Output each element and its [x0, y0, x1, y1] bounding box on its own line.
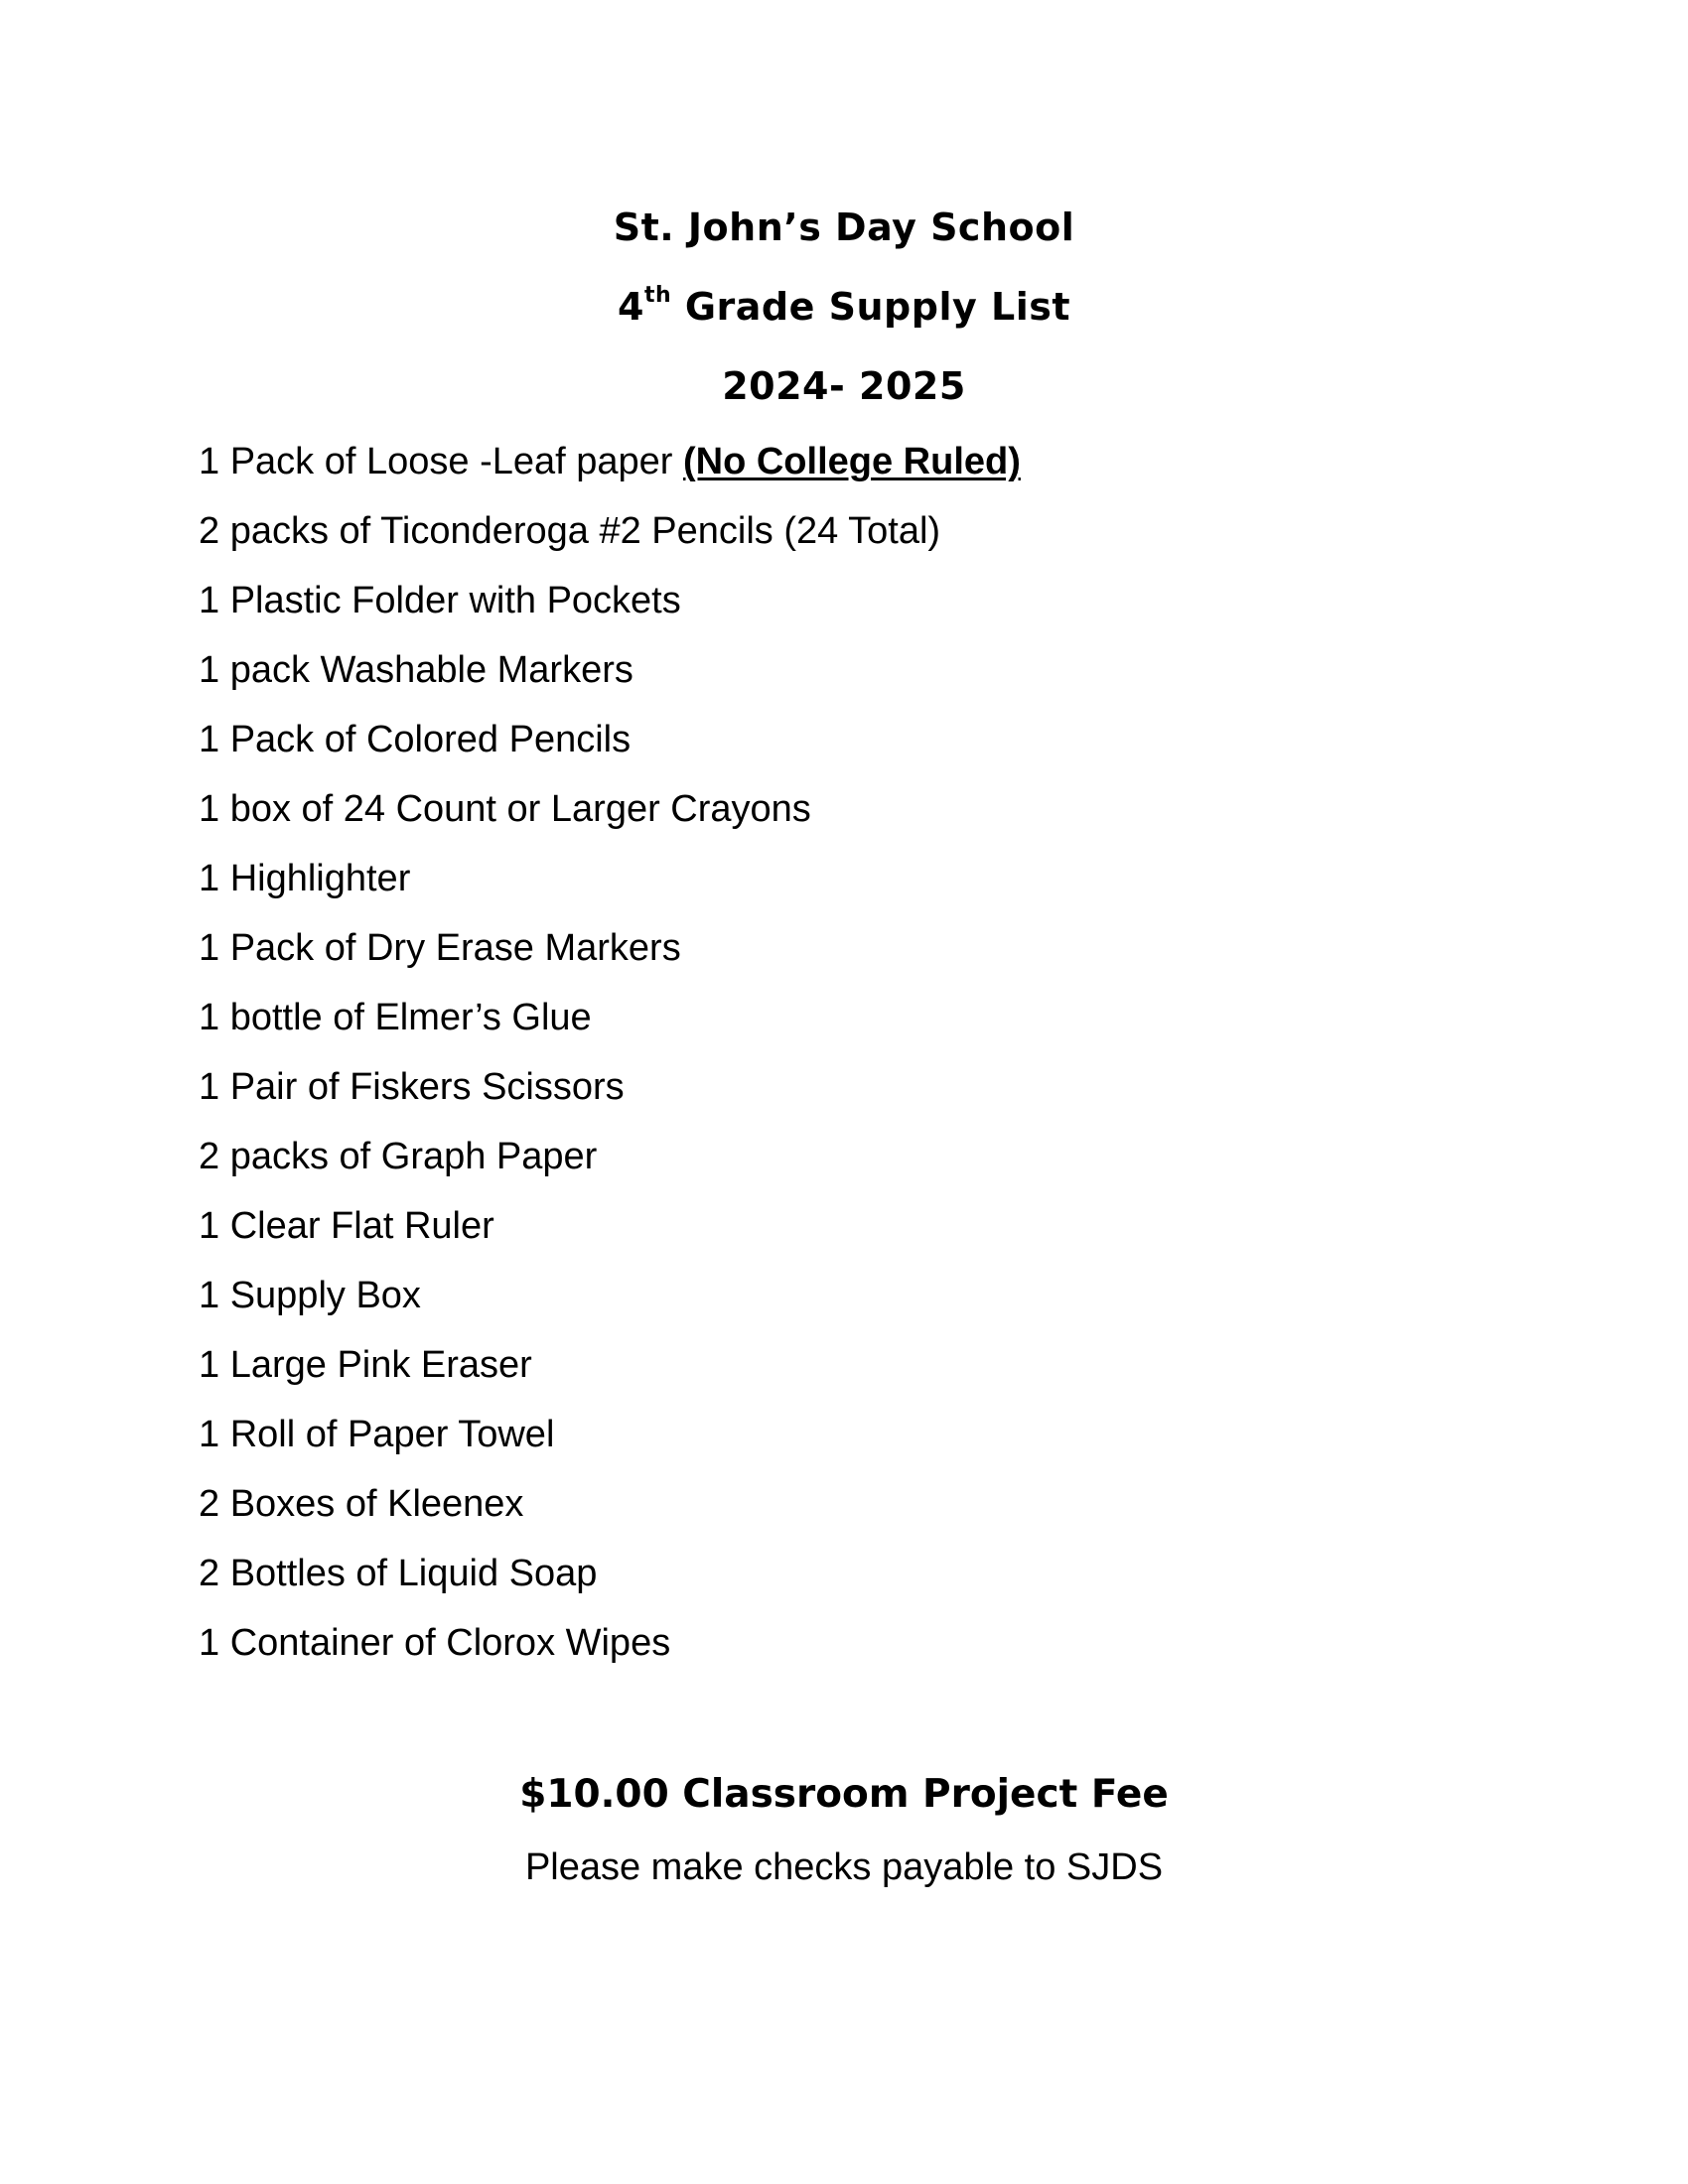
- supply-item: 2 Boxes of Kleenex: [199, 1483, 524, 1525]
- page-title-text: Grade Supply List: [671, 285, 1071, 329]
- supply-item: 1 Container of Clorox Wipes: [199, 1622, 671, 1664]
- grade-ordinal-suffix: th: [643, 283, 672, 308]
- supply-item: 1 bottle of Elmer’s Glue: [199, 997, 592, 1038]
- supply-item: 2 Bottles of Liquid Soap: [199, 1553, 598, 1594]
- supply-item: 1 Large Pink Eraser: [199, 1344, 532, 1386]
- supply-item: 1 Pair of Fiskers Scissors: [199, 1066, 625, 1108]
- supply-list: [199, 437, 1021, 1688]
- project-fee-heading: $10.00 Classroom Project Fee: [519, 1772, 1169, 1817]
- supply-item: 1 pack Washable Markers: [199, 649, 633, 691]
- supply-item: [199, 437, 1021, 506]
- page-title: [0, 283, 1688, 329]
- supply-item: 1 Pack of Colored Pencils: [199, 719, 632, 760]
- supply-item: 1 box of 24 Count or Larger Crayons: [199, 788, 811, 830]
- supply-item: 1 Roll of Paper Towel: [199, 1414, 555, 1455]
- grade-number: 4: [617, 285, 644, 329]
- supply-item-note: (No College Ruled): [683, 441, 1021, 482]
- supply-item: 2 packs of Graph Paper: [199, 1136, 598, 1177]
- supply-item: 1 Highlighter: [199, 858, 411, 899]
- school-year: 2024- 2025: [722, 364, 966, 408]
- supply-item: 1 Pack of Dry Erase Markers: [199, 927, 681, 969]
- supply-item: 1 Clear Flat Ruler: [199, 1205, 494, 1247]
- supply-item-text: 1 Pack of Loose -Leaf paper: [199, 441, 683, 482]
- payment-note: Please make checks payable to SJDS: [524, 1846, 1164, 1888]
- supply-item: 1 Supply Box: [199, 1275, 421, 1316]
- supply-item: 2 packs of Ticonderoga #2 Pencils (24 Total): [199, 510, 941, 552]
- school-name: St. John’s Day School: [613, 205, 1075, 249]
- supply-item: 1 Plastic Folder with Pockets: [199, 580, 681, 621]
